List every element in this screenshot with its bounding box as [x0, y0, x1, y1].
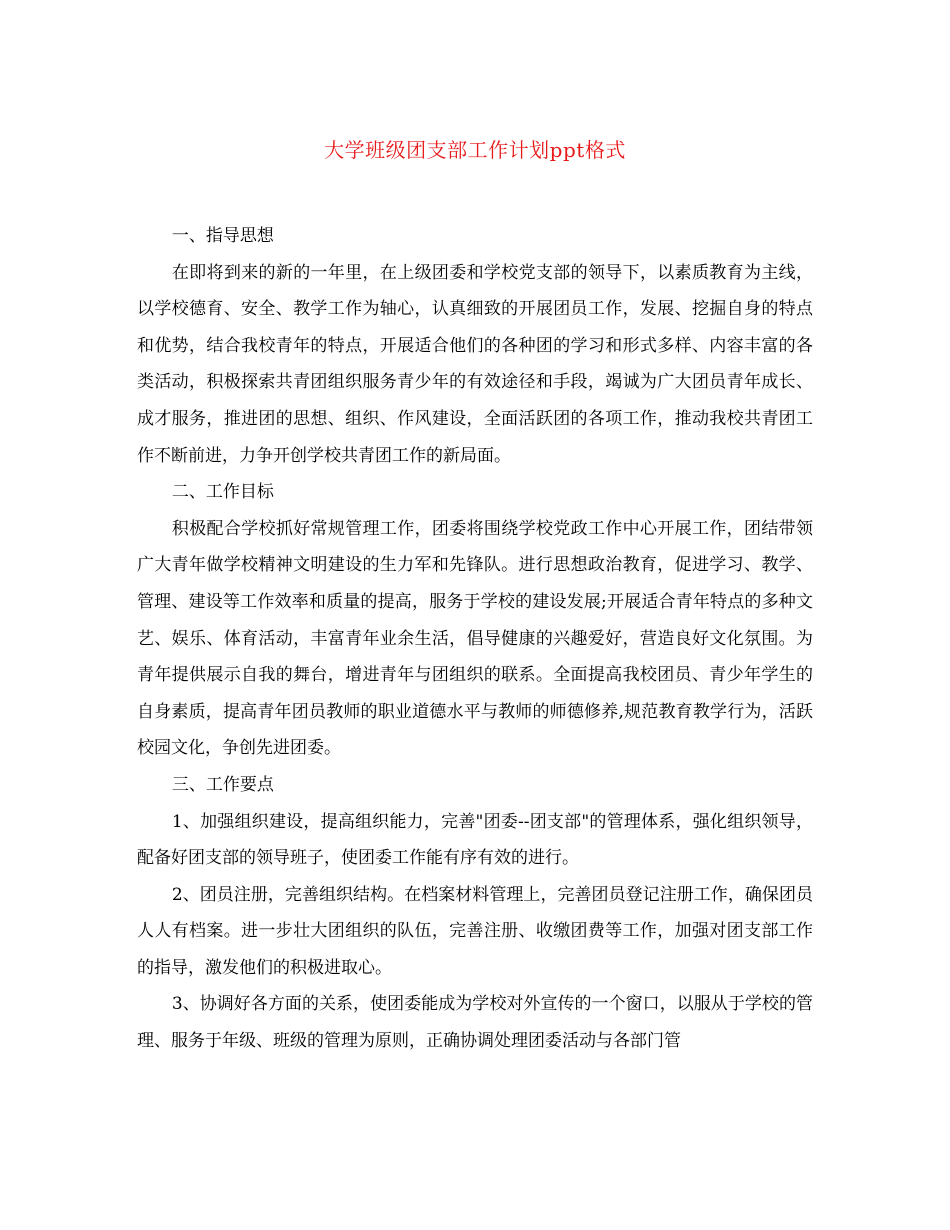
paragraph-point-1: 1、加强组织建设，提高组织能力，完善"团委--团支部"的管理体系，强化组织领导，配备好团支部的领导班子，使团委工作能有序有效的进行。 [137, 811, 813, 869]
section-heading-work-goals: 二、工作目标 [171, 482, 274, 503]
paragraph-guiding-ideology: 在即将到来的新的一年里，在上级团委和学校党支部的领导下，以素质教育为主线，以学校德育、安全、教学工作为轴心，认真细致的开展团员工作，发展、挖掘自身的特点和优势，结合我校青年的特点，开展适合他们的各种团的学习和形式多样、内容丰富的各类活动，积极探索共青团组织服务青少年的有效途径和手段，竭诚为广大团员青年成长、成才服务，推进团的思想、组织、作风建设，全面活跃团的各项工作，推动我校共青团工作不断前进，力争开创学校共青团工作的新局面。 [137, 262, 813, 466]
document-title: 大学班级团支部工作计划ppt格式 [324, 138, 626, 162]
paragraph-point-2: 2、团员注册，完善组织结构。在档案材料管理上，完善团员登记注册工作，确保团员人人有档案。进一步壮大团组织的队伍，完善注册、收缴团费等工作，加强对团支部工作的指导，激发他们的积极进取心。 [137, 884, 813, 978]
section-heading-guiding-ideology: 一、指导思想 [171, 226, 274, 246]
paragraph-work-goals: 积极配合学校抓好常规管理工作，团委将围绕学校党政工作中心开展工作，团结带领广大青年做学校精神文明建设的生力军和先锋队。进行思想政治教育，促进学习、教学、管理、建设等工作效率和质量的提高，服务于学校的建设发展;开展适合青年特点的多种文艺、娱乐、体育活动，丰富青年业余生活，倡导健康的兴趣爱好，营造良好文化氛围。为青年提供展示自我的舞台，增进青年与团组织的联系。全面提高我校团员、青少年学生的自身素质，提高青年团员教师的职业道德水平与教师的师德修养,规范教育教学行为，活跃校园文化，争创先进团委。 [137, 518, 813, 759]
section-heading-work-points: 三、工作要点 [171, 774, 274, 795]
document-body [137, 218, 813, 1060]
paragraph-point-3: 3、协调好各方面的关系，使团委能成为学校对外宣传的一个窗口，以服从于学校的管理、服务于年级、班级的管理为原则，正确协调处理团委活动与各部门管 [137, 994, 813, 1052]
